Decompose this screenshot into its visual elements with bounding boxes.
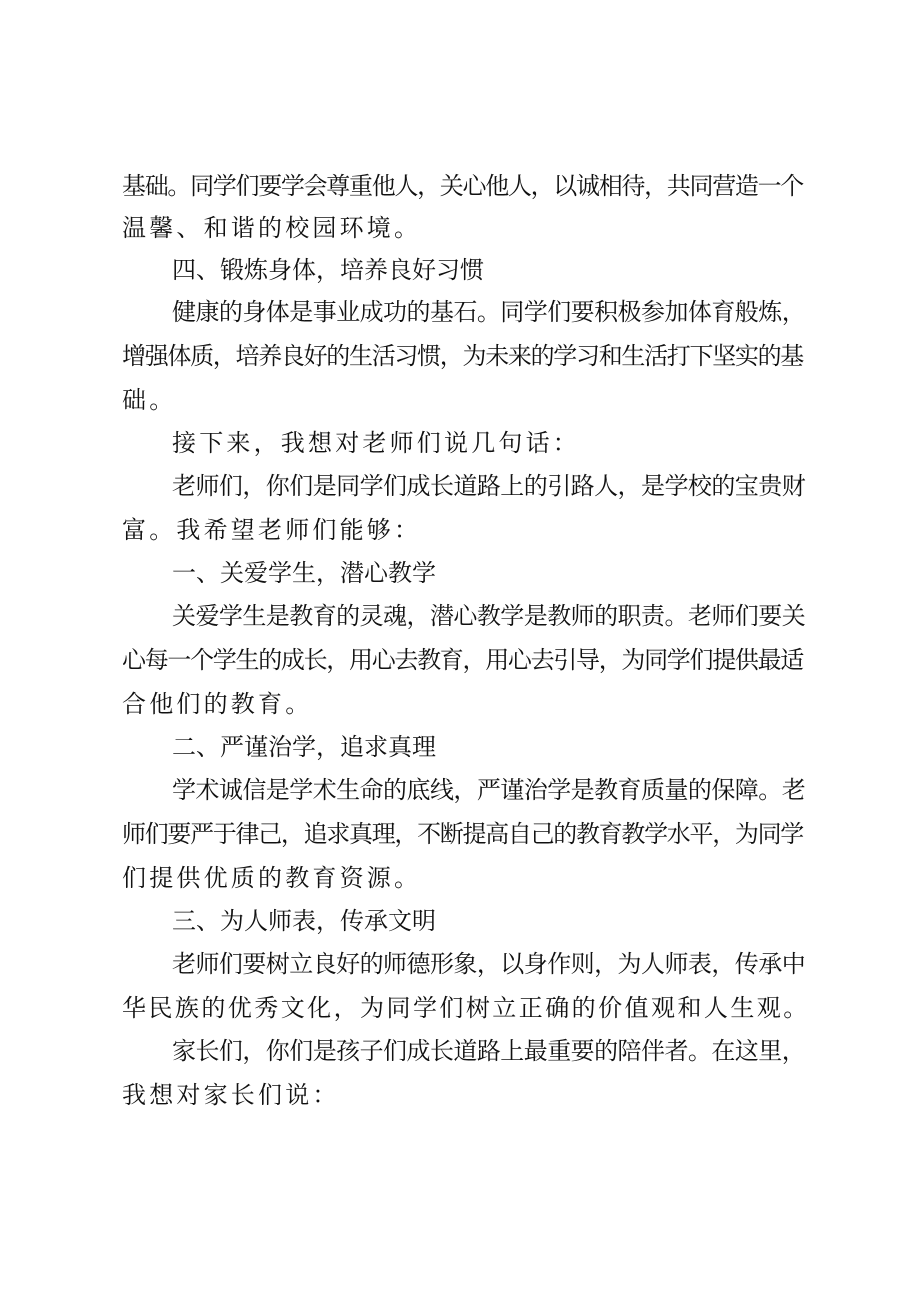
paragraph-line: 温馨、和谐的校园环境。 — [122, 214, 422, 242]
paragraph-line: 们提供优质的教育资源。 — [122, 864, 422, 892]
paragraph-line: 心每一个学生的成长，用心去教育，用心去引导，为同学们提供最适 — [122, 646, 803, 674]
section-heading: 一、关爱学生，潜心教学 — [172, 559, 436, 587]
paragraph-line: 富。我希望老师们能够： — [122, 516, 422, 544]
section-heading: 三、为人师表，传承文明 — [172, 907, 436, 935]
paragraph-line: 家长们，你们是孩子们成长道路上最重要的陪伴者。在这里， — [172, 1037, 806, 1065]
paragraph-line: 健康的身体是事业成功的基石。同学们要积极参加体育般炼， — [172, 298, 806, 326]
paragraph-line: 学术诚信是学术生命的底线，严谨治学是教育质量的保障。老 — [172, 776, 806, 804]
paragraph-line: 增强体质，培养良好的生活习惯，为未来的学习和生活打下坚实的基 — [122, 342, 803, 370]
paragraph-line: 老师们，你们是同学们成长道路上的引路人，是学校的宝贵财 — [172, 472, 806, 500]
paragraph-line: 础。 — [122, 386, 177, 414]
paragraph-line: 华民族的优秀文化，为同学们树立正确的价值观和人生观。 — [122, 994, 810, 1022]
paragraph-line: 接下来，我想对老师们说几句话： — [172, 429, 580, 457]
paragraph-line: 合他们的教育。 — [122, 690, 313, 718]
paragraph-line: 老师们要树立良好的师德形象，以身作则，为人师表，传承中 — [172, 950, 806, 978]
section-heading: 四、锻炼身体，培养良好习惯 — [172, 256, 484, 284]
paragraph-line: 关爱学生是教育的灵魂，潜心教学是教师的职责。老师们要关 — [172, 602, 806, 630]
paragraph-line: 师们要严于律己，追求真理，不断提高自己的教育教学水平，为同学 — [122, 820, 803, 848]
section-heading: 二、严谨治学，追求真理 — [172, 733, 436, 761]
paragraph-line: 基础。同学们要学会尊重他人，关心他人，以诚相待，共同营造一个 — [122, 172, 803, 200]
paragraph-line: 我想对家长们说： — [122, 1081, 340, 1109]
